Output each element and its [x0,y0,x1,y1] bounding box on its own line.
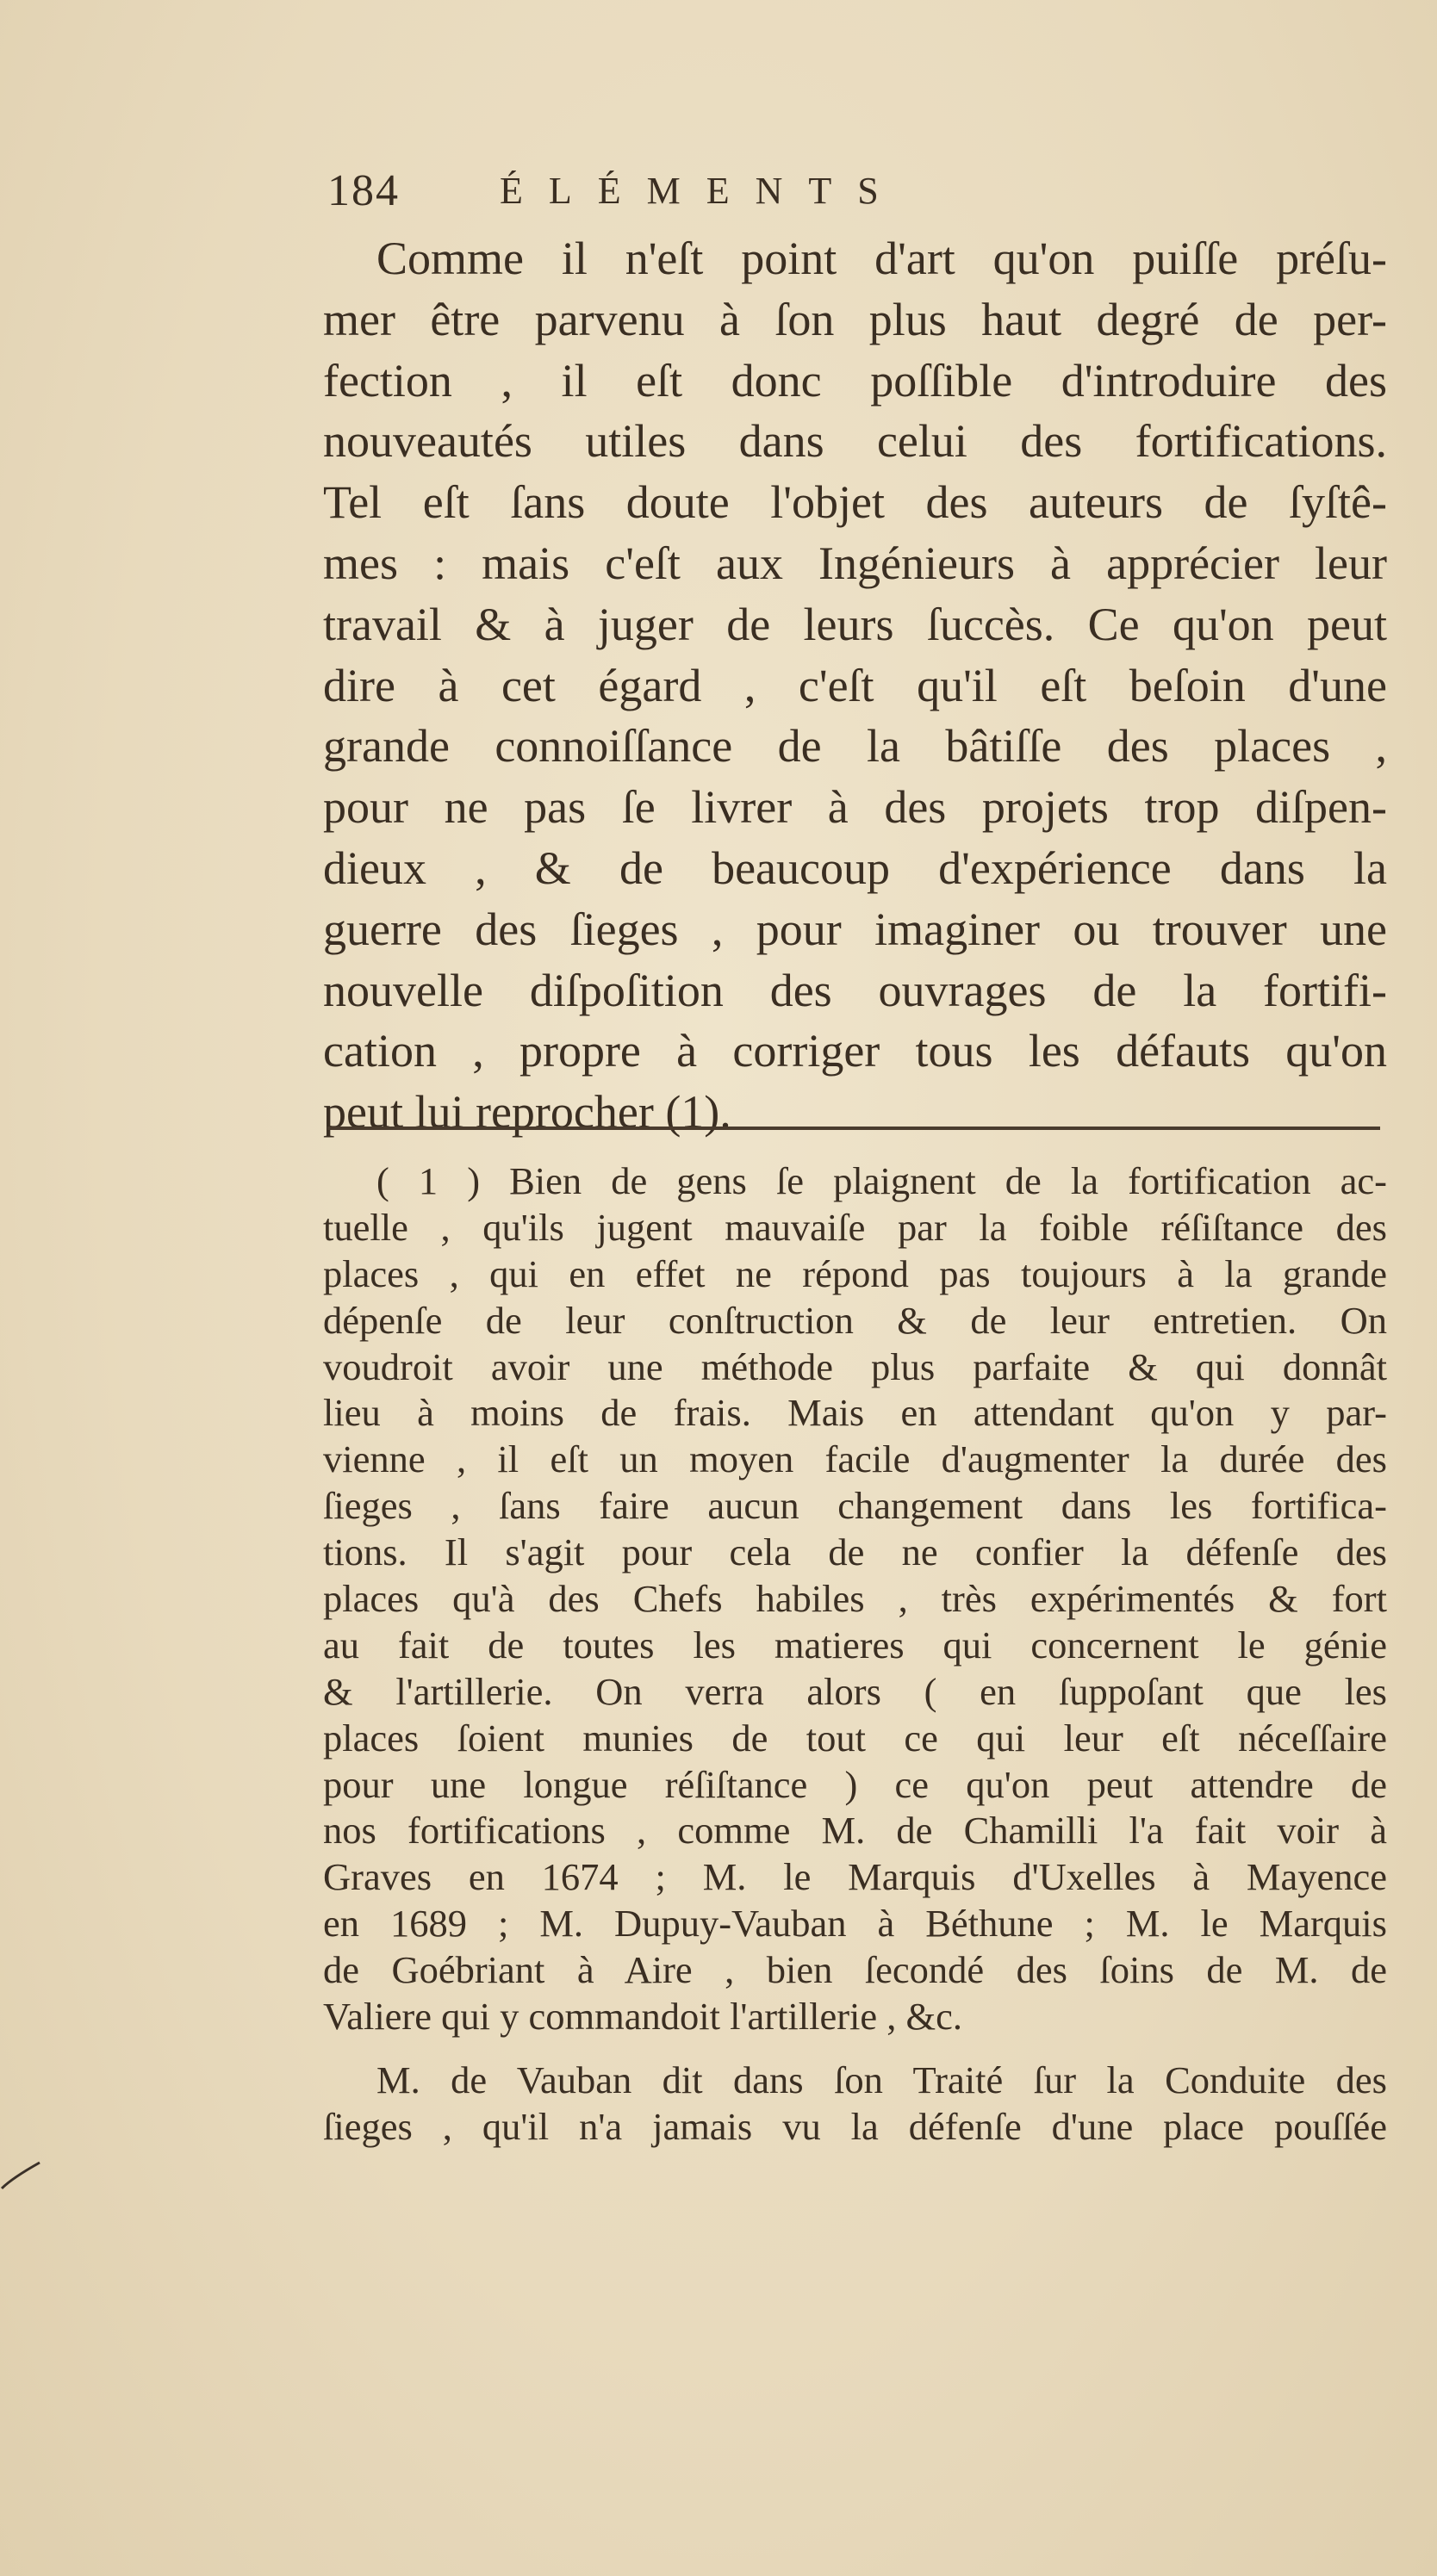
footnote-1 [323,1158,1387,2040]
page-header [327,165,1086,226]
text-line: nouveautés utiles dans celui des fortifications. [323,415,1387,468]
footnote-line: vienne , il eſt un moyen facile d'augmenter la durée des [323,1437,1387,1481]
footnote-line: lieu à moins de frais. Mais en attendant qu'on y par- [323,1391,1387,1435]
text-line: mer être parvenu à ſon plus haut degré de per- [323,293,1387,345]
footnote-line: au fait de toutes les matieres qui concernent le génie [323,1623,1387,1667]
footnote-2 [323,2058,1387,2151]
footnote-line: places ſoient munies de tout ce qui leur eſt néceſſaire [323,1716,1387,1760]
footnote-line: nos fortifications , comme M. de Chamilli l'a fait voir à [323,1809,1387,1853]
footnote-line: voudroit avoir une méthode plus parfaite & qui donnât [323,1344,1387,1388]
footnote-line: & l'artillerie. On verra alors ( en ſuppoſant que les [323,1669,1387,1713]
text-line: cation , propre à corriger tous les défauts qu'on [323,1025,1387,1077]
footnote-line: Valiere qui y commandoit l'artillerie , &c. [323,1995,963,2039]
text-line: Comme il n'eſt point d'art qu'on puiſſe préſu- [376,233,1387,284]
text-line: Tel eſt ſans doute l'objet des auteurs de ſyſtê- [323,476,1387,529]
text-line: dire à cet égard , c'eſt qu'il eſt beſoin d'une [323,659,1387,711]
footnote-line: pour une longue réſiſtance ) ce qu'on peut attendre de [323,1762,1387,1806]
page-number: 184 [327,166,400,215]
footnote-line: ſieges , qu'il n'a jamais vu la défenſe d'une place pouſſée [323,2104,1387,2148]
footnote-line: tions. Il s'agit pour cela de ne confier la défenſe des [323,1530,1387,1574]
text-line: dieux , & de beaucoup d'expérience dans la [323,841,1387,894]
footnote-divider [327,1127,1380,1130]
margin-pencil-mark-icon [0,2157,43,2192]
running-title: ÉLÉMENTS [500,170,905,212]
footnote-line: ſieges , ſans faire aucun changement dans les fortifica- [323,1484,1387,1528]
footnote-line: places qu'à des Chefs habiles , très expérimentés & fort [323,1577,1387,1621]
main-paragraph [323,228,1387,1143]
text-line: nouvelle diſpoſition des ouvrages de la fortifi- [323,964,1387,1016]
text-line: fection , il eſt donc poſſible d'introduire des [323,354,1387,407]
text-line: travail & à juger de leurs ſuccès. Ce qu'on peut [323,598,1387,650]
text-line: mes : mais c'eſt aux Ingénieurs à apprécier leur [323,537,1387,589]
footnote-line: en 1689 ; M. Dupuy-Vauban à Béthune ; M. le Marquis [323,1902,1387,1946]
footnotes [323,1158,1387,2151]
footnote-line: M. de Vauban dit dans ſon Traité ſur la Conduite des [376,2058,1387,2101]
footnote-line: Graves en 1674 ; M. le Marquis d'Uxelles à Mayence [323,1855,1387,1899]
text-line: peut lui reprocher (1). [323,1086,731,1139]
footnote-line: ( 1 ) Bien de gens ſe plaignent de la fortification ac- [376,1159,1387,1202]
footnote-line: dépenſe de leur conſtruction & de leur entretien. On [323,1298,1387,1342]
footnote-line: places , qui en effet ne répond pas toujours à la grande [323,1251,1387,1295]
footnote-line: tuelle , qu'ils jugent mauvaiſe par la foible réſiſtance des [323,1205,1387,1249]
text-line: grande connoiſſance de la bâtiſſe des places , [323,720,1387,773]
text-line: pour ne pas ſe livrer à des projets trop diſpen- [323,781,1387,834]
footnote-line: de Goébriant à Aire , bien ſecondé des ſoins de M. de [323,1948,1387,1992]
text-line: guerre des ſieges , pour imaginer ou trouver une [323,903,1387,955]
